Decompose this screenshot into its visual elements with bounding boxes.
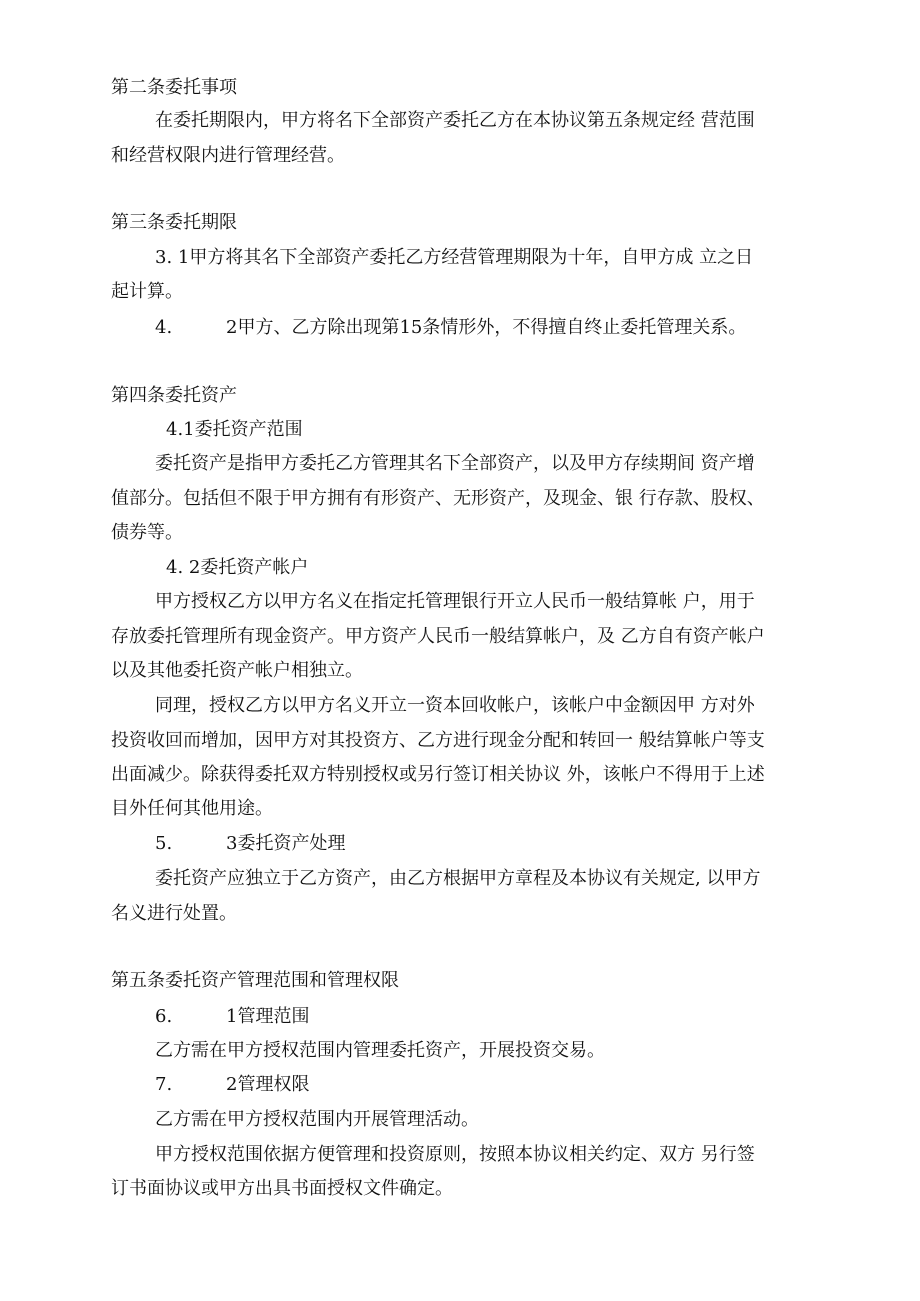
article-5-sub-2-number: 7. <box>155 1074 173 1095</box>
article-3-clause-1-line-1: 3. 1甲方将其名下全部资产委托乙方经营管理期限为十年，自甲方成 立之日 <box>155 247 754 268</box>
article-4-sub-2-para-2-line-1: 同理，授权乙方以甲方名义开立一资本回收帐户，该帐户中金额因甲 方对外 <box>155 695 755 716</box>
article-4-sub-2-para-1-line-2: 存放委托管理所有现金资产。甲方资产人民币一般结算帐户，及 乙方自有资产帐户 <box>111 626 765 647</box>
article-3-clause-1-line-2: 起计算。 <box>111 281 183 302</box>
article-4-sub-2-title: 4. 2委托资产帐户 <box>166 557 309 578</box>
article-3-clause-2-number: 4. <box>155 317 173 338</box>
article-4-sub-3-para-line-2: 名义进行处置。 <box>111 903 237 924</box>
article-5-sub-2-para-2-line-2: 订书面协议或甲方出具书面授权文件确定。 <box>111 1178 453 1199</box>
article-5-sub-2-para-1: 乙方需在甲方授权范围内开展管理活动。 <box>155 1109 479 1130</box>
article-4-sub-3-number: 5. <box>155 833 173 854</box>
article-4-sub-2-para-2-line-2: 投资收回而增加，因甲方对其投资方、乙方进行现金分配和转回一 般结算帐户等支 <box>111 730 765 751</box>
article-4-sub-2-para-1-line-3: 以及其他委托资产帐户相独立。 <box>111 660 363 681</box>
article-5-sub-1-para: 乙方需在甲方授权范围内管理委托资产，开展投资交易。 <box>155 1040 605 1061</box>
article-2-para-line-2: 和经营权限内进行管理经营。 <box>111 145 345 166</box>
article-5-sub-1-title: 1管理范围 <box>226 1006 310 1027</box>
article-4-sub-1-para-line-3: 债券等。 <box>111 522 183 543</box>
article-4-sub-3-title: 3委托资产处理 <box>226 833 346 854</box>
article-4-sub-2-para-2-line-4: 目外任何其他用途。 <box>111 798 273 819</box>
article-4-sub-1-title: 4.1委托资产范围 <box>166 419 303 440</box>
article-3-heading: 第三条委托期限 <box>111 212 237 233</box>
article-5-heading: 第五条委托资产管理范围和管理权限 <box>111 970 399 991</box>
article-5-sub-2-title: 2管理权限 <box>226 1074 310 1095</box>
article-4-sub-3-para-line-1: 委托资产应独立于乙方资产，由乙方根据甲方章程及本协议有关规定, 以甲方 <box>155 868 761 889</box>
article-4-heading: 第四条委托资产 <box>111 385 237 406</box>
article-4-sub-1-para-line-2: 值部分。包括但不限于甲方拥有有形资产、无形资产，及现金、银 行存款、股权、 <box>111 488 765 509</box>
article-5-sub-2-para-2-line-1: 甲方授权范围依据方便管理和投资原则，按照本协议相关约定、双方 另行签 <box>155 1144 755 1165</box>
article-2-heading: 第二条委托事项 <box>111 77 237 98</box>
article-5-sub-1-number: 6. <box>155 1006 173 1027</box>
article-4-sub-2-para-1-line-1: 甲方授权乙方以甲方名义在指定托管理银行开立人民币一般结算帐 户，用于 <box>155 591 755 612</box>
article-4-sub-1-para-line-1: 委托资产是指甲方委托乙方管理其名下全部资产，以及甲方存续期间 资产增 <box>155 453 755 474</box>
article-4-sub-2-para-2-line-3: 出面减少。除获得委托双方特别授权或另行签订相关协议 外，该帐户不得用于上述 <box>111 764 765 785</box>
article-2-para-line-1: 在委托期限内，甲方将名下全部资产委托乙方在本协议第五条规定经 营范围 <box>155 110 755 131</box>
article-3-clause-2-text: 2甲方、乙方除出现第15条情形外，不得擅自终止委托管理关系。 <box>226 317 747 338</box>
